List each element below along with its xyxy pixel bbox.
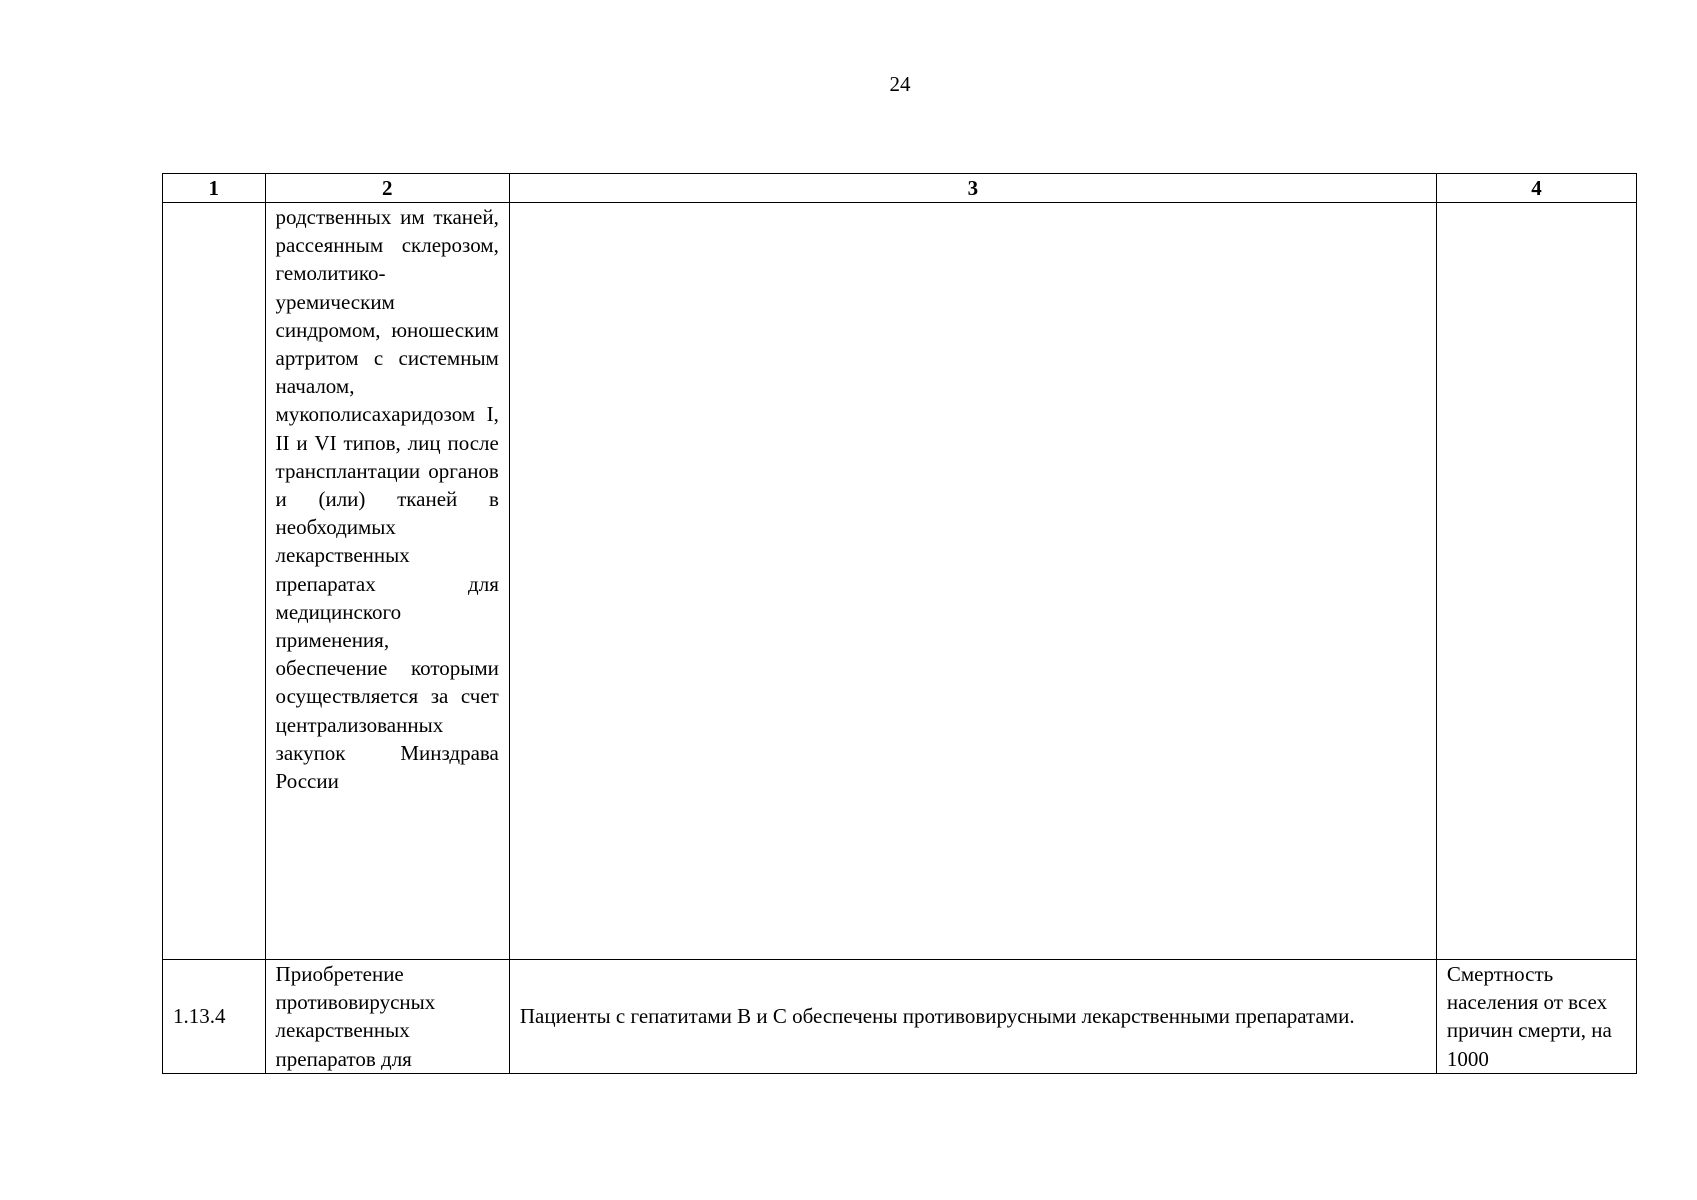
row-2-activity-text: Приобретение противовирусных лекарственных препаратов для (265, 960, 509, 1074)
row-1-indicator (1436, 203, 1636, 960)
row-1-result (509, 203, 1436, 960)
column-header-2: 2 (265, 174, 509, 203)
column-header-1: 1 (163, 174, 266, 203)
row-2-number: 1.13.4 (163, 960, 266, 1074)
table-row (163, 203, 1637, 960)
column-header-3: 3 (509, 174, 1436, 203)
page-number: 24 (889, 72, 911, 96)
data-table (162, 173, 1637, 1074)
table-header-row (163, 174, 1637, 203)
row-1-number (163, 203, 266, 960)
row-2-indicator: Смертность населения от всех причин смерти, на 1000 (1436, 960, 1636, 1074)
column-header-4: 4 (1436, 174, 1636, 203)
row-1-activity-text: родственных им тканей, рассеянным склерозом, гемолитико-уремическим синдромом, юношеским артритом с системным началом, мукополисахаридозом I, II и VI типов, лиц после трансплантации органов и (или) тканей в необходимых лекарственных препаратах для медицинского применения, обеспечение которыми осуществляется за счет централизованных закупок Минздрава России (265, 203, 509, 960)
row-2-result: Пациенты с гепатитами В и С обеспечены противовирусными лекарственными препаратами. (509, 960, 1436, 1074)
table-row (163, 960, 1637, 1074)
